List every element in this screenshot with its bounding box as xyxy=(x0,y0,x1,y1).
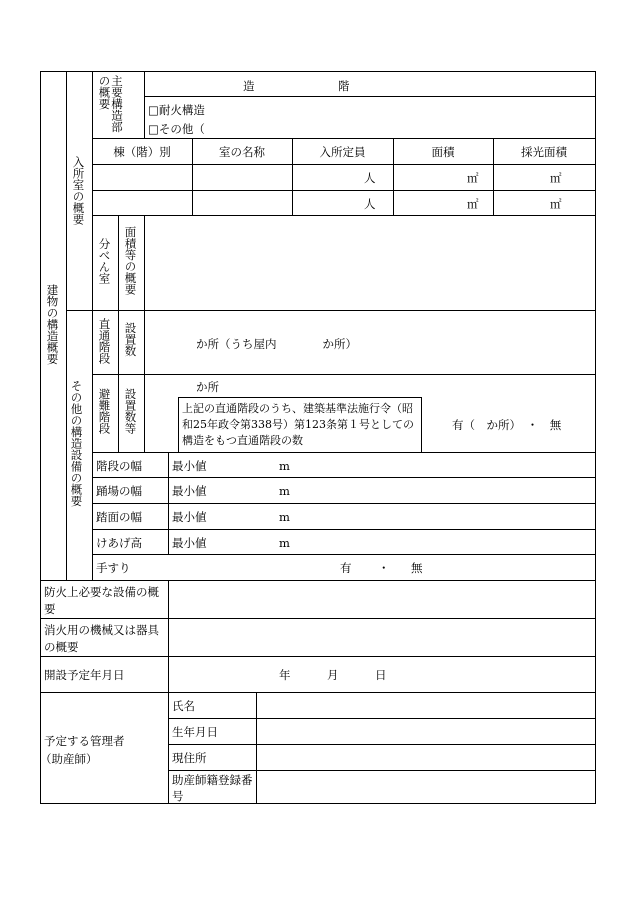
stair-width-min: 最小値 xyxy=(172,459,207,473)
riser-height-unit: m xyxy=(279,536,290,550)
header-building-floor: 棟（階）別 xyxy=(113,145,171,159)
landing-width-label: 踊場の幅 xyxy=(96,484,142,498)
row1-light-unit: ㎡ xyxy=(550,171,562,185)
direct-stairs-count-label: 設置数 xyxy=(123,322,138,357)
tread-width-unit: m xyxy=(279,510,290,524)
other-facilities-label: その他の構造設備の概要 xyxy=(69,380,84,507)
structure-kai: 階 xyxy=(338,79,350,93)
evac-stairs-label: 避難階段 xyxy=(97,388,112,434)
manager-name-label: 氏名 xyxy=(172,699,195,713)
header-light-area: 採光面積 xyxy=(521,145,567,159)
tread-width-min: 最小値 xyxy=(172,510,207,524)
landing-width-unit: m xyxy=(279,484,290,498)
handrail-yes: 有 xyxy=(340,561,352,575)
building-structure-label: 建物の構造概要 xyxy=(45,284,60,365)
stair-width-unit: m xyxy=(279,459,290,473)
evac-stairs-note: 上記の直通階段のうち、建築基準法施行令（昭和25年政令第338号）第123条第１号としての構造をもつ直通階段の数 xyxy=(182,402,414,447)
manager-registration-label: 助産師籍登録番号 xyxy=(172,773,253,803)
riser-height-label: けあげ高 xyxy=(96,536,142,550)
table-border-top xyxy=(40,71,595,72)
nyusho-section-label: 入所室の概要 xyxy=(71,156,86,225)
riser-height-min: 最小値 xyxy=(172,536,207,550)
row1-capacity-unit: 人 xyxy=(364,171,376,185)
direct-stairs-label: 直通階段 xyxy=(97,318,112,364)
handrail-dot: ・ xyxy=(378,561,390,575)
stair-width-label: 階段の幅 xyxy=(96,459,142,473)
evac-stairs-presence: 有（ か所） ・ 無 xyxy=(452,418,562,432)
table-border-left xyxy=(40,71,41,804)
header-room-name: 室の名称 xyxy=(219,145,265,159)
direct-stairs-value: か所（うち屋内 か所） xyxy=(196,337,357,351)
row2-capacity-unit: 人 xyxy=(364,197,376,211)
fire-prevention-label: 防火上必要な設備の概要 xyxy=(44,585,159,616)
row1-area-unit: ㎡ xyxy=(467,171,479,185)
manager-birthdate-label: 生年月日 xyxy=(172,725,218,739)
tread-width-label: 踏面の幅 xyxy=(96,510,142,524)
fire-extinguishing-label: 消火用の機械又は器具の概要 xyxy=(44,623,159,654)
main-structure-label: 主要構造部の概要 xyxy=(97,75,124,133)
header-area: 面積 xyxy=(431,145,455,159)
opening-date-day: 日 xyxy=(375,668,387,682)
other-structure-checkbox-label: □その他（ xyxy=(148,122,205,136)
opening-date-month: 月 xyxy=(327,668,339,682)
bunben-room-label: 分べん室 xyxy=(97,238,112,284)
evac-stairs-count-label: 設置数等 xyxy=(123,388,138,434)
row2-area-unit: ㎡ xyxy=(467,197,479,211)
row2-light-unit: ㎡ xyxy=(550,197,562,211)
opening-date-label: 開設予定年月日 xyxy=(44,668,125,682)
handrail-no: 無 xyxy=(411,561,423,575)
manager-sublabel: （助産師） xyxy=(40,752,98,766)
manager-label: 予定する管理者 xyxy=(44,734,125,748)
table-border-bottom xyxy=(40,803,596,804)
landing-width-min: 最小値 xyxy=(172,484,207,498)
opening-date-year: 年 xyxy=(279,668,291,682)
table-border-right xyxy=(595,71,596,804)
bunben-area-label: 面積等の概要 xyxy=(123,226,138,295)
evac-stairs-count: か所 xyxy=(196,380,219,394)
header-capacity: 入所定員 xyxy=(319,145,366,159)
manager-address-label: 現住所 xyxy=(172,751,207,765)
fireproof-checkbox-label: □耐火構造 xyxy=(148,103,205,117)
structure-zou: 造 xyxy=(243,79,255,93)
handrail-label: 手すり xyxy=(96,561,131,575)
